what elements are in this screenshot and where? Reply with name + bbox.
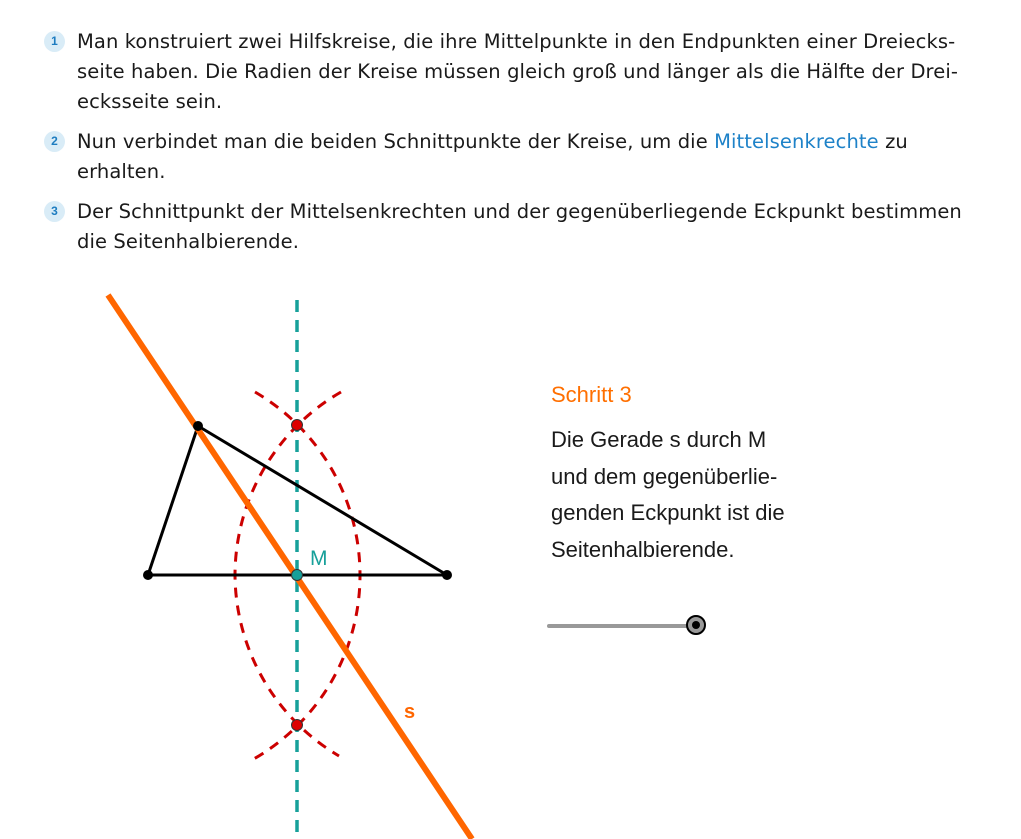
step-text-line: ecksseite sein. (77, 90, 223, 113)
step-caption (551, 380, 851, 568)
step-number-badge: 3 (44, 201, 65, 222)
step-text-line: Der Schnittpunkt der Mittelsenkrechten und der gegenüberliegende Eckpunkt bestimmen (77, 200, 962, 223)
caption-line: und dem gegenüberlie- (551, 463, 778, 489)
step-text-line: die Seitenhalbierende. (77, 230, 300, 253)
line-label-s: s (404, 701, 416, 723)
intersection-point (292, 720, 303, 731)
step-number-badge: 2 (44, 131, 65, 152)
slider-track[interactable] (547, 624, 697, 628)
mittelsenkrechte-link[interactable]: Mittelsenkrechte (714, 130, 879, 153)
intersection-point (292, 420, 303, 431)
slider-thumb[interactable] (686, 615, 706, 635)
step-text: zu (878, 130, 908, 153)
step-text: Nun verbindet man die beiden Schnittpunkte der Kreise, um die (77, 130, 715, 153)
midpoint-m (292, 570, 303, 581)
step-slider[interactable] (546, 614, 716, 640)
vertex-point[interactable] (143, 570, 153, 580)
caption-body (551, 422, 851, 568)
caption-line: genden Eckpunkt ist die (551, 500, 785, 525)
midpoint-label: M (310, 547, 328, 570)
vertex-point[interactable] (442, 570, 452, 580)
step-text-line: Man konstruiert zwei Hilfskreise, die ihre Mittelpunkte in den Endpunkten einer Dreiecks- (77, 30, 956, 53)
vertex-point[interactable] (193, 421, 203, 431)
caption-line: Seitenhalbierende. (551, 536, 735, 562)
step-text-line: erhalten. (77, 160, 166, 183)
caption-line: Die Gerade s durch M (551, 427, 767, 452)
caption-title: Schritt 3 (551, 382, 632, 407)
median-line-s (108, 295, 472, 839)
step-text-line: seite haben. Die Radien der Kreise müssen gleich groß und länger als die Hälfte der Drei- (77, 60, 959, 83)
step-number-badge: 1 (44, 31, 65, 52)
